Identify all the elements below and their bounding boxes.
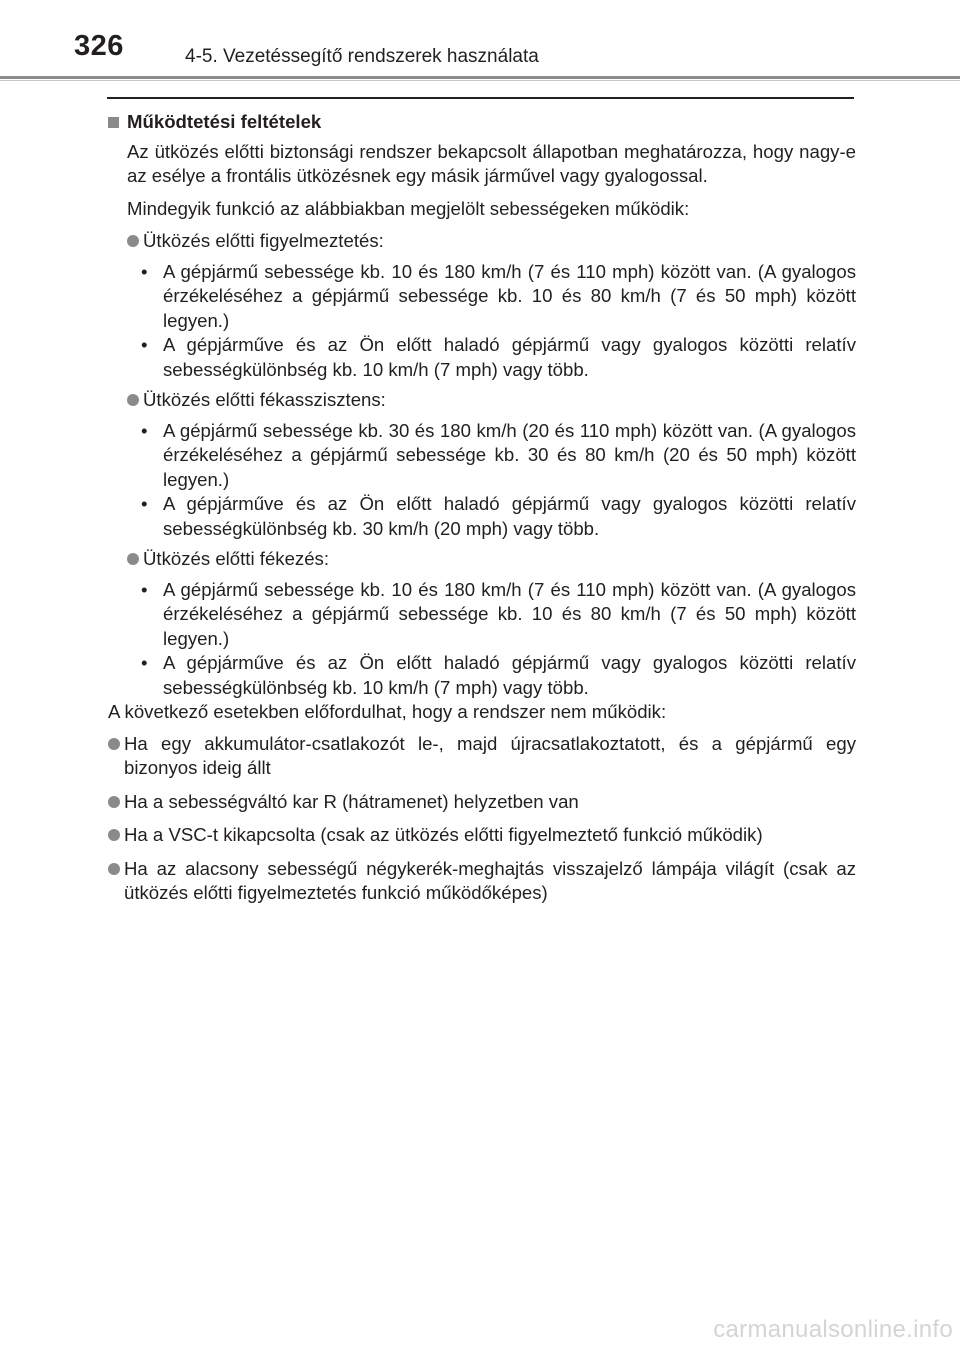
- dot-bullet-icon: •: [141, 493, 148, 514]
- section-heading-text: Működtetési feltételek: [127, 111, 322, 132]
- header-divider-thin: [0, 80, 960, 81]
- condition-text: A gépjármű sebessége kb. 30 és 180 km/h (20 és 110 mph) között van. (A gyalogos érzékeléséhez a gépjármű sebessége kb. 30 és 80 km/h (20 és 50 mph) között legyen.): [163, 419, 856, 490]
- condition-text: A gépjármű sebessége kb. 10 és 180 km/h (7 és 110 mph) között van. (A gyalogos érzékeléséhez a gépjármű sebessége kb. 10 és 80 km/h (7 és 50 mph) között legyen.): [163, 260, 856, 331]
- dot-bullet-icon: •: [141, 419, 148, 441]
- circle-bullet-icon: [108, 738, 120, 750]
- function-condition: [108, 492, 856, 541]
- function-title-item: [108, 388, 856, 413]
- dot-bullet-icon: •: [141, 578, 148, 600]
- function-title: Ütközés előtti figyelmeztetés:: [143, 230, 384, 251]
- main-content: [108, 110, 856, 915]
- not-operating-item: [108, 732, 856, 781]
- not-operating-intro: A következő esetekben előfordulhat, hogy a rendszer nem működik:: [108, 701, 667, 722]
- function-condition: [108, 651, 856, 700]
- dot-bullet-icon: •: [141, 652, 148, 673]
- chapter-title: 4-5. Vezetéssegítő rendszerek használata: [185, 46, 539, 67]
- function-title-item: [108, 229, 856, 254]
- dot-bullet-icon: •: [141, 260, 148, 282]
- function-condition: [108, 419, 856, 493]
- function-title: Ütközés előtti fékasszisztens:: [143, 389, 386, 410]
- function-condition: [108, 333, 856, 382]
- function-condition: [108, 578, 856, 652]
- dot-bullet-icon: •: [141, 334, 148, 355]
- circle-bullet-icon: [127, 394, 139, 406]
- not-operating-item: [108, 790, 856, 815]
- section-divider: [107, 97, 854, 99]
- not-operating-item: [108, 823, 856, 848]
- speed-intro-paragraph: Mindegyik funkció az alábbiakban megjelölt sebességeken működik:: [127, 197, 690, 219]
- circle-bullet-icon: [108, 796, 120, 808]
- circle-bullet-icon: [127, 553, 139, 565]
- section-heading: [108, 110, 856, 135]
- function-condition: [108, 260, 856, 334]
- function-braking: [108, 547, 856, 700]
- function-warning: [108, 229, 856, 382]
- intro-paragraph: Az ütközés előtti biztonsági rendszer bekapcsolt állapotban meghatározza, hogy nagy-e az esélye a frontális ütközésnek egy másik járművel vagy gyalogossal.: [127, 140, 856, 186]
- not-operating-text: Ha az alacsony sebességű négykerék-meghajtás visszajelző lámpája világít (csak az ütközés előtti figyelmeztetés funkció működőképes): [124, 857, 856, 903]
- not-operating-item: [108, 857, 856, 906]
- condition-text: A gépjárműve és az Ön előtt haladó gépjármű vagy gyalogos közötti relatív sebességkülönbség kb. 10 km/h (7 mph) vagy több.: [163, 334, 856, 380]
- function-brake-assist: [108, 388, 856, 541]
- circle-bullet-icon: [108, 863, 120, 875]
- function-title: Ütközés előtti fékezés:: [143, 548, 330, 569]
- circle-bullet-icon: [127, 235, 139, 247]
- not-operating-text: Ha a VSC-t kikapcsolta (csak az ütközés előtti figyelmeztető funkció működik): [124, 824, 763, 845]
- condition-text: A gépjárműve és az Ön előtt haladó gépjármű vagy gyalogos közötti relatív sebességkülönbség kb. 30 km/h (20 mph) vagy több.: [163, 493, 856, 539]
- condition-text: A gépjárműve és az Ön előtt haladó gépjármű vagy gyalogos közötti relatív sebességkülönbség kb. 10 km/h (7 mph) vagy több.: [163, 652, 856, 698]
- not-operating-text: Ha a sebességváltó kar R (hátramenet) helyzetben van: [124, 790, 579, 812]
- function-title-item: [108, 547, 856, 572]
- page-number: 326: [74, 30, 124, 62]
- condition-text: A gépjármű sebessége kb. 10 és 180 km/h (7 és 110 mph) között van. (A gyalogos érzékeléséhez a gépjármű sebessége kb. 10 és 80 km/h (7 és 50 mph) között legyen.): [163, 578, 856, 649]
- square-bullet-icon: [108, 117, 119, 128]
- watermark: carmanualsonline.info: [713, 1316, 953, 1343]
- page-header: [0, 0, 960, 82]
- header-divider: [0, 76, 960, 79]
- not-operating-text: Ha egy akkumulátor-csatlakozót le-, majd újracsatlakoztatott, és a gépjármű egy bizonyos ideig állt: [124, 732, 856, 778]
- circle-bullet-icon: [108, 829, 120, 841]
